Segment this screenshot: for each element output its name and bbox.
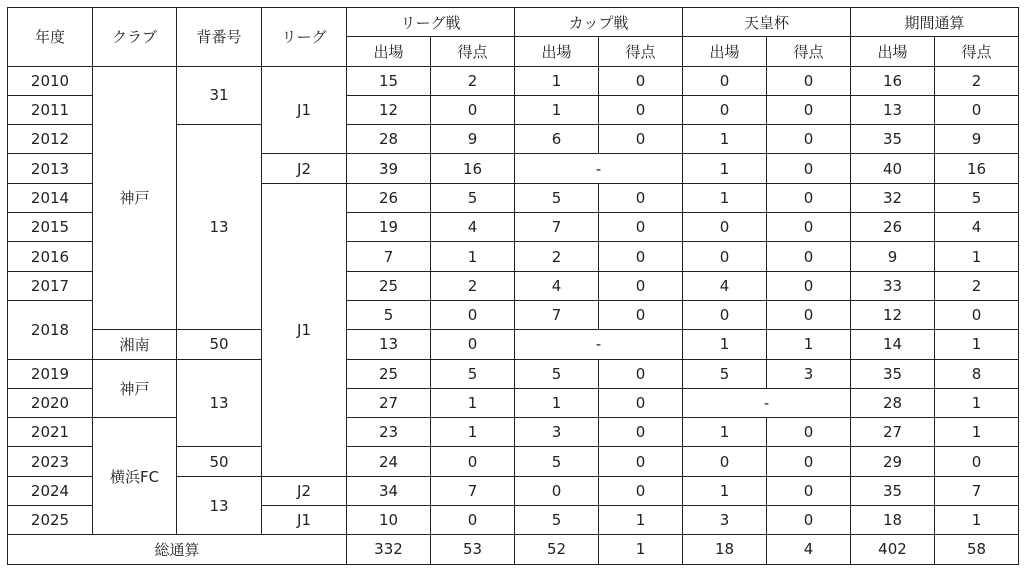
total-apps-cell: 16: [851, 66, 935, 95]
emperor-apps-cell: 0: [683, 213, 767, 242]
total-apps-cell: 29: [851, 447, 935, 476]
emperor-goals-cell: 0: [767, 125, 851, 154]
total-goals-cell: 1: [935, 418, 1019, 447]
total-emperor-goals: 4: [767, 535, 851, 564]
cup-goals-cell: 1: [599, 506, 683, 535]
cup-apps-cell: 0: [515, 476, 599, 505]
total-goals-cell: 1: [935, 506, 1019, 535]
league-goals-cell: 5: [431, 183, 515, 212]
table-row: [8, 359, 1019, 388]
league-cell: J2: [262, 154, 347, 183]
league-apps-cell: 39: [347, 154, 431, 183]
cup-apps-cell: 7: [515, 213, 599, 242]
total-apps-cell: 14: [851, 330, 935, 359]
total-apps-cell: 9: [851, 242, 935, 271]
club-cell: 神戸: [93, 359, 177, 418]
league-goals-cell: 0: [431, 506, 515, 535]
league-goals-cell: 0: [431, 95, 515, 124]
emperor-apps-cell: 3: [683, 506, 767, 535]
total-cup-goals: 1: [599, 535, 683, 564]
league-apps-cell: 10: [347, 506, 431, 535]
cup-goals-cell: 0: [599, 418, 683, 447]
league-apps-cell: 28: [347, 125, 431, 154]
total-apps-cell: 35: [851, 125, 935, 154]
year-cell: 2019: [8, 359, 93, 388]
year-cell: 2021: [8, 418, 93, 447]
league-goals-cell: 2: [431, 66, 515, 95]
total-apps-cell: 18: [851, 506, 935, 535]
career-stats-table-container: [7, 7, 1019, 565]
total-league-apps: 332: [347, 535, 431, 564]
year-cell: 2018: [8, 300, 93, 359]
club-cell: 神戸: [93, 66, 177, 330]
league-apps-cell: 25: [347, 271, 431, 300]
total-apps-cell: 28: [851, 388, 935, 417]
cup-apps-cell: 5: [515, 506, 599, 535]
number-cell: 50: [177, 447, 262, 476]
emperor-apps-cell: 1: [683, 418, 767, 447]
total-goals-cell: 0: [935, 95, 1019, 124]
number-cell: 13: [177, 359, 262, 447]
table-row: [8, 330, 1019, 359]
cup-goals-cell: 0: [599, 359, 683, 388]
header-row-1: [8, 8, 1019, 37]
league-apps-cell: 12: [347, 95, 431, 124]
emperor-goals-cell: 1: [767, 330, 851, 359]
emperor-apps-cell: 0: [683, 66, 767, 95]
league-goals-cell: 5: [431, 359, 515, 388]
emperor-apps-cell: 4: [683, 271, 767, 300]
league-goals-cell: 16: [431, 154, 515, 183]
emperor-apps-cell: 0: [683, 242, 767, 271]
header-goals: 得点: [599, 37, 683, 66]
total-goals-cell: 1: [935, 242, 1019, 271]
total-goals-cell: 9: [935, 125, 1019, 154]
cup-apps-cell: 4: [515, 271, 599, 300]
league-cell: J2: [262, 476, 347, 505]
total-apps-cell: 32: [851, 183, 935, 212]
emperor-apps-cell: 1: [683, 476, 767, 505]
league-goals-cell: 1: [431, 388, 515, 417]
league-goals-cell: 9: [431, 125, 515, 154]
total-apps-cell: 35: [851, 359, 935, 388]
cup-apps-cell: 7: [515, 300, 599, 329]
emperor-goals-cell: 0: [767, 95, 851, 124]
league-cell: J1: [262, 183, 347, 476]
total-emperor-apps: 18: [683, 535, 767, 564]
year-cell: 2023: [8, 447, 93, 476]
cup-goals-cell: 0: [599, 125, 683, 154]
total-apps-cell: 12: [851, 300, 935, 329]
league-cell: J1: [262, 506, 347, 535]
emperor-goals-cell: 0: [767, 154, 851, 183]
header-cup: カップ戦: [515, 8, 683, 37]
cup-goals-cell: 0: [599, 66, 683, 95]
cup-apps-cell: 5: [515, 447, 599, 476]
club-cell: 横浜FC: [93, 418, 177, 535]
header-apps: 出場: [515, 37, 599, 66]
league-apps-cell: 25: [347, 359, 431, 388]
header-league-matches: リーグ戦: [347, 8, 515, 37]
league-apps-cell: 7: [347, 242, 431, 271]
cup-goals-cell: 0: [599, 447, 683, 476]
league-goals-cell: 0: [431, 300, 515, 329]
year-cell: 2020: [8, 388, 93, 417]
cup-apps-cell: 1: [515, 66, 599, 95]
cup-apps-cell: 1: [515, 388, 599, 417]
emperor-goals-cell: 0: [767, 213, 851, 242]
year-cell: 2010: [8, 66, 93, 95]
number-cell: 13: [177, 125, 262, 330]
total-apps-cell: 33: [851, 271, 935, 300]
league-goals-cell: 7: [431, 476, 515, 505]
total-apps-cell: 26: [851, 213, 935, 242]
cup-goals-cell: 0: [599, 95, 683, 124]
cup-goals-cell: 0: [599, 271, 683, 300]
league-apps-cell: 19: [347, 213, 431, 242]
header-club: クラブ: [93, 8, 177, 67]
emperor-apps-cell: 1: [683, 154, 767, 183]
league-goals-cell: 0: [431, 447, 515, 476]
league-apps-cell: 13: [347, 330, 431, 359]
emperor-goals-cell: 0: [767, 418, 851, 447]
cup-apps-cell: 5: [515, 359, 599, 388]
emperor-apps-cell: 5: [683, 359, 767, 388]
table-row: [8, 66, 1019, 95]
league-apps-cell: 34: [347, 476, 431, 505]
cup-goals-cell: 0: [599, 242, 683, 271]
header-emperor-cup: 天皇杯: [683, 8, 851, 37]
emperor-goals-cell: 0: [767, 242, 851, 271]
header-goals: 得点: [935, 37, 1019, 66]
total-goals-cell: 0: [935, 447, 1019, 476]
total-period-apps: 402: [851, 535, 935, 564]
league-apps-cell: 5: [347, 300, 431, 329]
emperor-apps-cell: 0: [683, 95, 767, 124]
year-cell: 2013: [8, 154, 93, 183]
cup-apps-cell: 2: [515, 242, 599, 271]
total-apps-cell: 40: [851, 154, 935, 183]
header-apps: 出場: [851, 37, 935, 66]
total-goals-cell: 1: [935, 330, 1019, 359]
total-apps-cell: 13: [851, 95, 935, 124]
header-league: リーグ: [262, 8, 347, 67]
league-apps-cell: 24: [347, 447, 431, 476]
league-apps-cell: 27: [347, 388, 431, 417]
emperor-goals-cell: 0: [767, 183, 851, 212]
grand-total-row: [8, 535, 1019, 564]
cup-dash-cell: -: [515, 330, 683, 359]
league-goals-cell: 2: [431, 271, 515, 300]
emperor-apps-cell: 1: [683, 183, 767, 212]
total-cup-apps: 52: [515, 535, 599, 564]
total-goals-cell: 2: [935, 66, 1019, 95]
total-goals-cell: 16: [935, 154, 1019, 183]
total-period-goals: 58: [935, 535, 1019, 564]
year-cell: 2025: [8, 506, 93, 535]
total-apps-cell: 35: [851, 476, 935, 505]
header-period-total: 期間通算: [851, 8, 1019, 37]
emperor-goals-cell: 3: [767, 359, 851, 388]
league-apps-cell: 26: [347, 183, 431, 212]
league-goals-cell: 4: [431, 213, 515, 242]
number-cell: 50: [177, 330, 262, 359]
total-goals-cell: 2: [935, 271, 1019, 300]
emperor-goals-cell: 0: [767, 300, 851, 329]
header-year: 年度: [8, 8, 93, 67]
total-goals-cell: 5: [935, 183, 1019, 212]
league-apps-cell: 23: [347, 418, 431, 447]
year-cell: 2015: [8, 213, 93, 242]
emperor-dash-cell: -: [683, 388, 851, 417]
cup-goals-cell: 0: [599, 213, 683, 242]
emperor-goals-cell: 0: [767, 476, 851, 505]
emperor-apps-cell: 0: [683, 300, 767, 329]
cup-dash-cell: -: [515, 154, 683, 183]
year-cell: 2024: [8, 476, 93, 505]
emperor-apps-cell: 1: [683, 125, 767, 154]
club-cell: 湘南: [93, 330, 177, 359]
header-apps: 出場: [347, 37, 431, 66]
number-cell: 31: [177, 66, 262, 125]
year-cell: 2014: [8, 183, 93, 212]
emperor-apps-cell: 1: [683, 330, 767, 359]
cup-apps-cell: 1: [515, 95, 599, 124]
emperor-goals-cell: 0: [767, 447, 851, 476]
total-goals-cell: 4: [935, 213, 1019, 242]
total-goals-cell: 1: [935, 388, 1019, 417]
number-cell: 13: [177, 476, 262, 535]
total-goals-cell: 0: [935, 300, 1019, 329]
career-stats-table: [7, 7, 1019, 565]
cup-goals-cell: 0: [599, 388, 683, 417]
emperor-goals-cell: 0: [767, 271, 851, 300]
emperor-goals-cell: 0: [767, 66, 851, 95]
header-goals: 得点: [767, 37, 851, 66]
grand-total-label: 総通算: [8, 535, 347, 564]
total-apps-cell: 27: [851, 418, 935, 447]
header-number: 背番号: [177, 8, 262, 67]
header-apps: 出場: [683, 37, 767, 66]
year-cell: 2017: [8, 271, 93, 300]
cup-apps-cell: 5: [515, 183, 599, 212]
league-cell: J1: [262, 66, 347, 154]
year-cell: 2016: [8, 242, 93, 271]
year-cell: 2012: [8, 125, 93, 154]
league-goals-cell: 0: [431, 330, 515, 359]
table-row: [8, 418, 1019, 447]
cup-apps-cell: 3: [515, 418, 599, 447]
header-goals: 得点: [431, 37, 515, 66]
cup-apps-cell: 6: [515, 125, 599, 154]
emperor-goals-cell: 0: [767, 506, 851, 535]
total-league-goals: 53: [431, 535, 515, 564]
emperor-apps-cell: 0: [683, 447, 767, 476]
league-apps-cell: 15: [347, 66, 431, 95]
total-goals-cell: 7: [935, 476, 1019, 505]
cup-goals-cell: 0: [599, 300, 683, 329]
cup-goals-cell: 0: [599, 183, 683, 212]
year-cell: 2011: [8, 95, 93, 124]
league-goals-cell: 1: [431, 242, 515, 271]
league-goals-cell: 1: [431, 418, 515, 447]
cup-goals-cell: 0: [599, 476, 683, 505]
total-goals-cell: 8: [935, 359, 1019, 388]
